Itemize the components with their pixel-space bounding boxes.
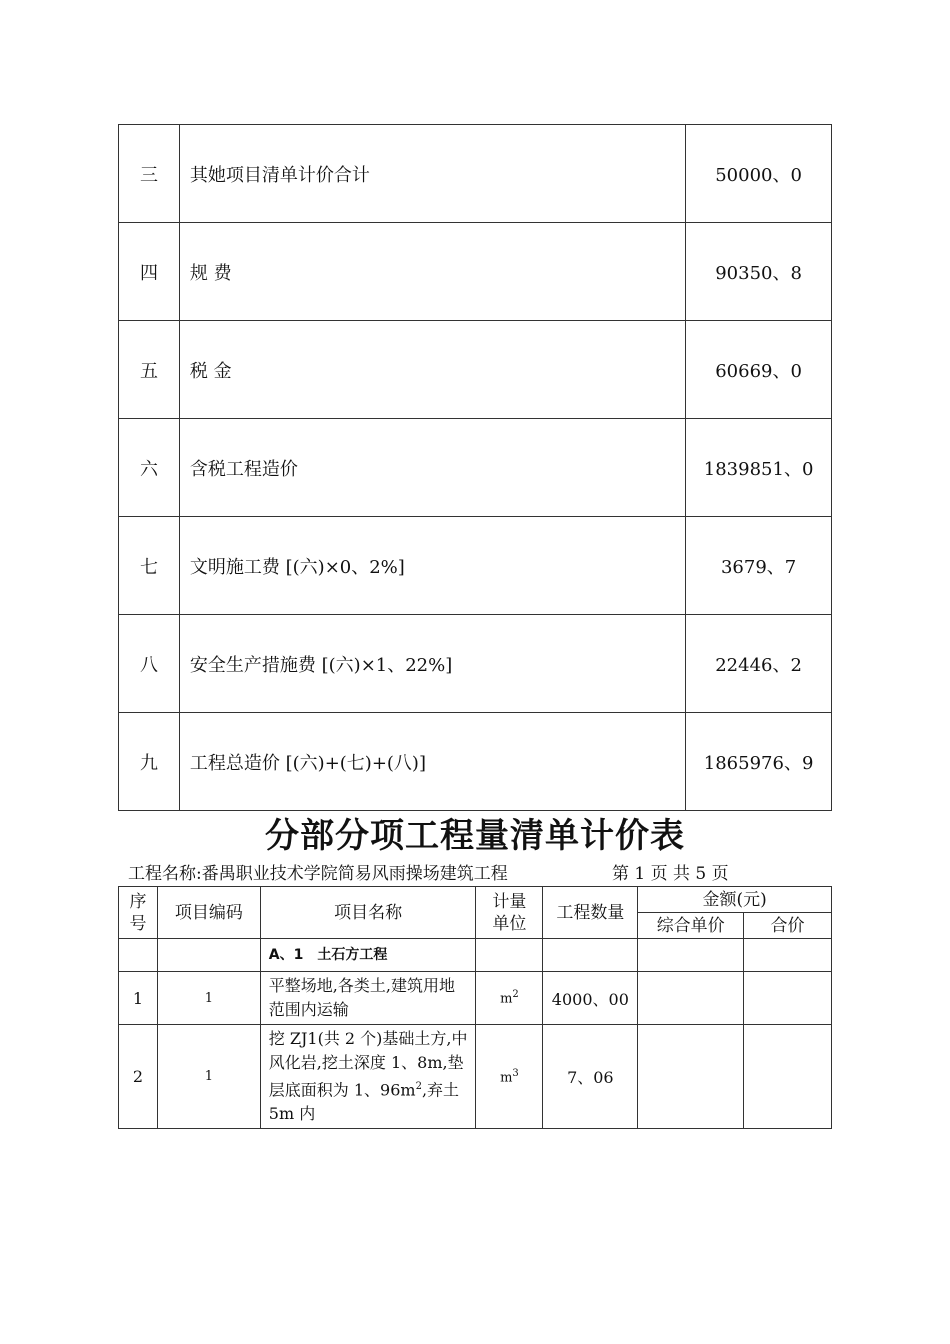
- table-row: [119, 972, 832, 1025]
- section-title: A、1 土石方工程: [260, 939, 476, 972]
- row-name-tail: ,弃土5m 内: [268, 1080, 460, 1124]
- row-no: 2: [119, 1025, 158, 1129]
- row-code: 1: [157, 972, 260, 1025]
- project-name-label: 工程名称:番禺职业技术学院简易风雨操场建筑工程: [128, 864, 508, 884]
- summary-row: [119, 615, 832, 713]
- header-amount: 金额(元): [638, 887, 832, 913]
- row-name-main: 挖 ZJ1(共 2 个)基础土方,中风化岩,挖土深度 1、8m,垫层底面积为 1、96m: [268, 1029, 468, 1100]
- section-row: [119, 939, 832, 972]
- header-name: 项目名称: [260, 887, 476, 939]
- summary-amount: 1839851、0: [686, 419, 832, 517]
- section-code: [157, 939, 260, 972]
- summary-name: 含税工程造价: [179, 419, 685, 517]
- summary-no: 六: [119, 419, 180, 517]
- section-unit-price: [638, 939, 744, 972]
- summary-amount: 3679、7: [686, 517, 832, 615]
- unit-base: m: [500, 1070, 513, 1086]
- header-unit-price: 综合单价: [638, 913, 744, 939]
- summary-row: [119, 321, 832, 419]
- summary-no: 八: [119, 615, 180, 713]
- summary-row: [119, 223, 832, 321]
- summary-no: 五: [119, 321, 180, 419]
- header-qty: 工程数量: [543, 887, 638, 939]
- summary-no: 四: [119, 223, 180, 321]
- unit-sup: 2: [512, 989, 519, 1001]
- unit-base: m: [500, 991, 513, 1007]
- row-unit: [476, 972, 543, 1025]
- bill-table: [118, 886, 832, 1129]
- table-row: [119, 1025, 832, 1129]
- summary-table: [118, 124, 832, 811]
- row-qty: 7、06: [543, 1025, 638, 1129]
- section-qty: [543, 939, 638, 972]
- header-no: 序号: [119, 887, 158, 939]
- summary-row: [119, 125, 832, 223]
- section-unit: [476, 939, 543, 972]
- summary-name: 其她项目清单计价合计: [179, 125, 685, 223]
- section-total: [744, 939, 832, 972]
- summary-name: 规 费: [179, 223, 685, 321]
- header-unit: 计量单位: [476, 887, 543, 939]
- bill-title: 分部分项工程量清单计价表: [265, 816, 685, 856]
- row-unit-price: [638, 972, 744, 1025]
- row-unit-price: [638, 1025, 744, 1129]
- summary-name: 工程总造价 [(六)+(七)+(八)]: [179, 713, 685, 811]
- summary-amount: 22446、2: [686, 615, 832, 713]
- row-name: [260, 1025, 476, 1129]
- row-code: 1: [157, 1025, 260, 1129]
- row-total: [744, 972, 832, 1025]
- row-name-sup: 2: [415, 1081, 422, 1092]
- summary-no: 九: [119, 713, 180, 811]
- section-no: [119, 939, 158, 972]
- summary-name: 文明施工费 [(六)×0、2%]: [179, 517, 685, 615]
- row-name: 平整场地,各类土,建筑用地范围内运输: [260, 972, 476, 1025]
- summary-amount: 1865976、9: [686, 713, 832, 811]
- header-total: 合价: [744, 913, 832, 939]
- summary-name: 安全生产措施费 [(六)×1、22%]: [179, 615, 685, 713]
- summary-no: 三: [119, 125, 180, 223]
- summary-amount: 60669、0: [686, 321, 832, 419]
- page-info: 第 1 页 共 5 页: [612, 864, 729, 884]
- summary-row: [119, 517, 832, 615]
- summary-row: [119, 419, 832, 517]
- row-total: [744, 1025, 832, 1129]
- summary-name: 税 金: [179, 321, 685, 419]
- summary-amount: 50000、0: [686, 125, 832, 223]
- header-code: 项目编码: [157, 887, 260, 939]
- summary-amount: 90350、8: [686, 223, 832, 321]
- row-qty: 4000、00: [543, 972, 638, 1025]
- unit-sup: 3: [512, 1068, 519, 1079]
- summary-row: [119, 713, 832, 811]
- row-unit: [476, 1025, 543, 1129]
- row-no: 1: [119, 972, 158, 1025]
- summary-no: 七: [119, 517, 180, 615]
